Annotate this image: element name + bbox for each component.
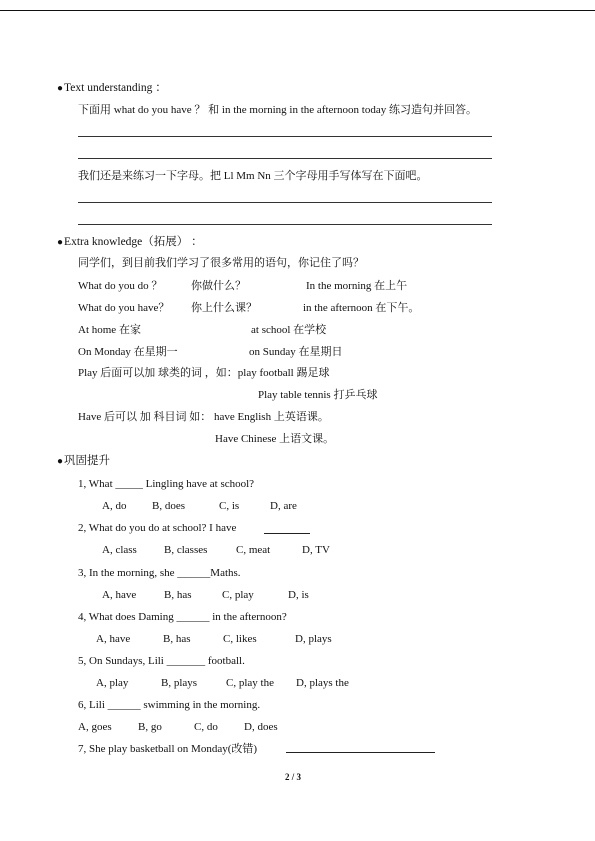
writing-line xyxy=(78,202,492,203)
option-1b: B, does xyxy=(152,500,185,512)
phrase-translation: 你做什么？ xyxy=(191,280,246,292)
answer-blank[interactable] xyxy=(286,752,435,753)
option-3c: C, play xyxy=(222,589,254,601)
option-5b: B, plays xyxy=(161,677,198,689)
extra-intro: 同学们，到目前我们学习了很多常用的语句，你记住了吗？ xyxy=(78,257,364,269)
phrase-at-home: At home 在家 xyxy=(78,324,141,336)
option-3b: B, has xyxy=(164,589,192,601)
question-3: 3, In the morning, she ______Maths. xyxy=(78,567,241,579)
question-5: 5, On Sundays, Lili _______ football. xyxy=(78,655,245,667)
option-5a: A, play xyxy=(96,677,129,689)
section-heading-extra-knowledge: ●Extra knowledge（拓展） ： xyxy=(57,236,203,248)
play-table-tennis: Play table tennis 打乒乓球 xyxy=(258,389,378,401)
phrase-on-monday: On Monday 在星期一 xyxy=(78,346,178,358)
play-rule: Play 后面可以加 球类的词 ，如：play football 踢足球 xyxy=(78,367,330,379)
phrase-in-the-morning: In the morning 在上午 xyxy=(306,280,408,292)
option-3d: D, is xyxy=(288,589,309,601)
section-heading-text-understanding: ●Text understanding ： xyxy=(57,82,167,94)
option-6b: B, go xyxy=(138,721,162,733)
option-1c: C, is xyxy=(219,500,240,512)
phrase-what-do-you-have: What do you have？ xyxy=(78,302,170,314)
instruction-text: 下面用 what do you have ？ 和 in the morning in the afternoon today 练习造句并回答。 xyxy=(78,104,477,116)
option-6d: D, does xyxy=(244,721,278,733)
phrase-at-school: at school 在学校 xyxy=(251,324,327,336)
question-6: 6, Lili ______ swimming in the morning. xyxy=(78,699,261,711)
option-2a: A, class xyxy=(102,544,137,556)
phrase-in-the-afternoon: in the afternoon 在下午。 xyxy=(303,302,420,314)
have-rule: Have 后可以 加 科目词 如： have English 上英语课。 xyxy=(78,411,329,423)
writing-line xyxy=(78,224,492,225)
bullet-icon: ● xyxy=(57,83,64,94)
writing-line xyxy=(78,136,492,137)
page-number: 2 / 3 xyxy=(285,772,302,782)
option-1a: A, do xyxy=(102,500,127,512)
phrase-on-sunday: on Sunday 在星期日 xyxy=(249,346,343,358)
answer-blank[interactable] xyxy=(264,533,310,534)
option-6c: C, do xyxy=(194,721,218,733)
option-2c: C, meat xyxy=(236,544,271,556)
option-4b: B, has xyxy=(163,633,191,645)
option-5c: C, play the xyxy=(226,677,274,689)
option-4a: A, have xyxy=(96,633,131,645)
option-4c: C, likes xyxy=(223,633,257,645)
option-1d: D, are xyxy=(270,500,297,512)
question-7: 7, She play basketball on Monday(改错) xyxy=(78,743,258,755)
question-4: 4, What does Daming ______ in the afternoon? xyxy=(78,611,287,623)
option-3a: A, have xyxy=(102,589,137,601)
option-2b: B, classes xyxy=(164,544,208,556)
question-2: 2, What do you do at school? I have xyxy=(78,522,237,534)
question-1: 1, What _____ Lingling have at school? xyxy=(78,478,255,490)
option-5d: D, plays the xyxy=(296,677,349,689)
have-chinese: Have Chinese 上语文课。 xyxy=(215,433,335,445)
bullet-icon: ● xyxy=(57,456,64,467)
section-heading-practice: ●巩固提升 xyxy=(57,455,111,467)
option-4d: D, plays xyxy=(295,633,332,645)
phrase-translation: 你上什么课？ xyxy=(191,302,257,314)
option-2d: D, TV xyxy=(302,544,330,556)
letters-instruction: 我们还是来练习一下字母。把 Ll Mm Nn 三个字母用手写体写在下面吧。 xyxy=(78,170,428,182)
bullet-icon: ● xyxy=(57,237,64,248)
phrase-what-do-you-do: What do you do ？ xyxy=(78,280,163,292)
top-border xyxy=(0,10,595,11)
option-6a: A, goes xyxy=(78,721,112,733)
writing-line xyxy=(78,158,492,159)
